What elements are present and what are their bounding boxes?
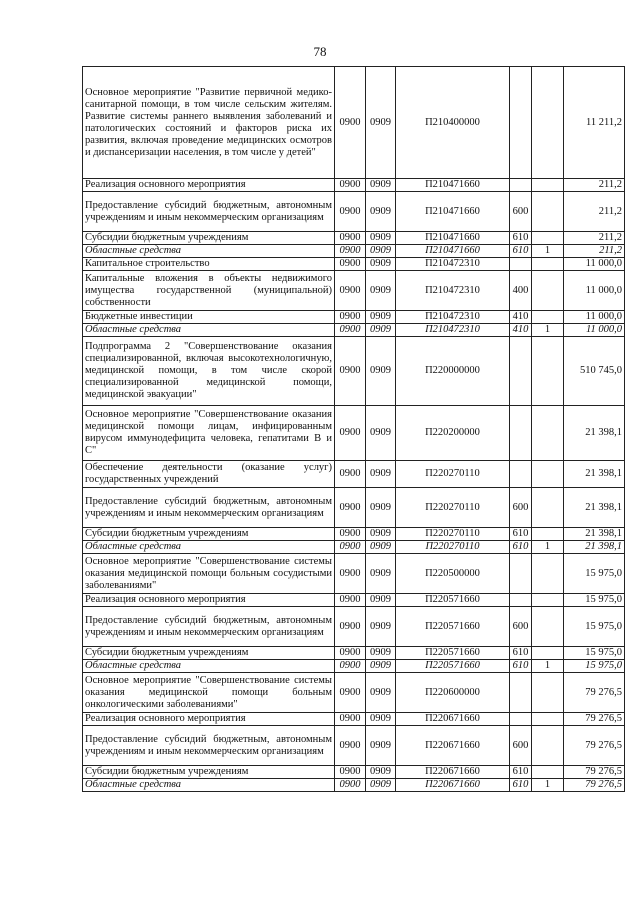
row-name-cell: Капитальное строительство xyxy=(83,258,335,271)
row-name-cell: Обеспечение деятельности (оказание услуг) государственных учреждений xyxy=(83,461,335,488)
source-code-cell xyxy=(532,713,564,726)
table-row xyxy=(83,179,625,192)
subsection-code-cell: 0909 xyxy=(366,726,396,766)
amount-cell: 79 276,5 xyxy=(564,673,625,713)
table-row xyxy=(83,337,625,406)
subsection-code-cell: 0909 xyxy=(366,232,396,245)
target-article-cell: П220571660 xyxy=(396,594,510,607)
table-body xyxy=(83,67,625,792)
amount-cell: 211,2 xyxy=(564,232,625,245)
source-code-cell xyxy=(532,337,564,406)
amount-cell: 11 211,2 xyxy=(564,67,625,179)
row-name-cell: Предоставление субсидий бюджетным, автономным учреждениям и иным некоммерческим организациям xyxy=(83,192,335,232)
expense-type-cell: 400 xyxy=(510,271,532,311)
row-name-cell: Субсидии бюджетным учреждениям xyxy=(83,647,335,660)
target-article-cell: П210472310 xyxy=(396,258,510,271)
amount-cell: 15 975,0 xyxy=(564,660,625,673)
expense-type-cell: 610 xyxy=(510,766,532,779)
section-code-cell: 0900 xyxy=(335,607,366,647)
expense-type-cell: 600 xyxy=(510,192,532,232)
amount-cell: 11 000,0 xyxy=(564,258,625,271)
section-code-cell: 0900 xyxy=(335,528,366,541)
source-code-cell xyxy=(532,258,564,271)
expense-type-cell xyxy=(510,406,532,461)
subsection-code-cell: 0909 xyxy=(366,461,396,488)
source-code-cell xyxy=(532,67,564,179)
source-code-cell xyxy=(532,528,564,541)
subsection-code-cell: 0909 xyxy=(366,311,396,324)
row-name-cell: Субсидии бюджетным учреждениям xyxy=(83,766,335,779)
target-article-cell: П220200000 xyxy=(396,406,510,461)
source-code-cell xyxy=(532,232,564,245)
amount-cell: 15 975,0 xyxy=(564,594,625,607)
source-code-cell xyxy=(532,488,564,528)
subsection-code-cell: 0909 xyxy=(366,528,396,541)
row-name-cell: Субсидии бюджетным учреждениям xyxy=(83,232,335,245)
section-code-cell: 0900 xyxy=(335,673,366,713)
source-code-cell: 1 xyxy=(532,245,564,258)
section-code-cell: 0900 xyxy=(335,647,366,660)
subsection-code-cell: 0909 xyxy=(366,488,396,528)
target-article-cell: П220671660 xyxy=(396,766,510,779)
section-code-cell: 0900 xyxy=(335,660,366,673)
table-row xyxy=(83,245,625,258)
expense-type-cell: 410 xyxy=(510,311,532,324)
row-name-cell: Предоставление субсидий бюджетным, автономным учреждениям и иным некоммерческим организациям xyxy=(83,607,335,647)
subsection-code-cell: 0909 xyxy=(366,779,396,792)
subsection-code-cell: 0909 xyxy=(366,660,396,673)
row-name-cell: Областные средства xyxy=(83,541,335,554)
expense-type-cell: 610 xyxy=(510,245,532,258)
subsection-code-cell: 0909 xyxy=(366,324,396,337)
target-article-cell: П220671660 xyxy=(396,713,510,726)
table-row xyxy=(83,554,625,594)
row-name-cell: Бюджетные инвестиции xyxy=(83,311,335,324)
amount-cell: 79 276,5 xyxy=(564,713,625,726)
source-code-cell xyxy=(532,554,564,594)
row-name-cell: Областные средства xyxy=(83,245,335,258)
table-row xyxy=(83,271,625,311)
table-row xyxy=(83,461,625,488)
amount-cell: 21 398,1 xyxy=(564,461,625,488)
section-code-cell: 0900 xyxy=(335,232,366,245)
expense-type-cell xyxy=(510,461,532,488)
expense-type-cell: 600 xyxy=(510,607,532,647)
target-article-cell: П220571660 xyxy=(396,660,510,673)
amount-cell: 15 975,0 xyxy=(564,647,625,660)
target-article-cell: П220270110 xyxy=(396,528,510,541)
section-code-cell: 0900 xyxy=(335,541,366,554)
target-article-cell: П220270110 xyxy=(396,488,510,528)
row-name-cell: Реализация основного мероприятия xyxy=(83,594,335,607)
amount-cell: 510 745,0 xyxy=(564,337,625,406)
amount-cell: 15 975,0 xyxy=(564,554,625,594)
subsection-code-cell: 0909 xyxy=(366,766,396,779)
target-article-cell: П220000000 xyxy=(396,337,510,406)
section-code-cell: 0900 xyxy=(335,192,366,232)
subsection-code-cell: 0909 xyxy=(366,179,396,192)
amount-cell: 79 276,5 xyxy=(564,726,625,766)
row-name-cell: Реализация основного мероприятия xyxy=(83,179,335,192)
amount-cell: 211,2 xyxy=(564,179,625,192)
target-article-cell: П210472310 xyxy=(396,324,510,337)
expense-type-cell xyxy=(510,594,532,607)
expense-type-cell xyxy=(510,258,532,271)
source-code-cell xyxy=(532,406,564,461)
expense-type-cell: 610 xyxy=(510,232,532,245)
target-article-cell: П220600000 xyxy=(396,673,510,713)
table-row xyxy=(83,311,625,324)
subsection-code-cell: 0909 xyxy=(366,192,396,232)
section-code-cell: 0900 xyxy=(335,324,366,337)
target-article-cell: П220270110 xyxy=(396,461,510,488)
row-name-cell: Предоставление субсидий бюджетным, автономным учреждениям и иным некоммерческим организациям xyxy=(83,488,335,528)
table-row xyxy=(83,324,625,337)
table-row xyxy=(83,528,625,541)
expense-type-cell: 600 xyxy=(510,726,532,766)
target-article-cell: П210472310 xyxy=(396,311,510,324)
target-article-cell: П220571660 xyxy=(396,607,510,647)
row-name-cell: Субсидии бюджетным учреждениям xyxy=(83,528,335,541)
section-code-cell: 0900 xyxy=(335,594,366,607)
subsection-code-cell: 0909 xyxy=(366,647,396,660)
section-code-cell: 0900 xyxy=(335,406,366,461)
table-row xyxy=(83,192,625,232)
source-code-cell xyxy=(532,673,564,713)
section-code-cell: 0900 xyxy=(335,245,366,258)
table-row xyxy=(83,660,625,673)
row-name-cell: Реализация основного мероприятия xyxy=(83,713,335,726)
target-article-cell: П210472310 xyxy=(396,271,510,311)
subsection-code-cell: 0909 xyxy=(366,258,396,271)
table-row xyxy=(83,258,625,271)
table-row xyxy=(83,647,625,660)
source-code-cell xyxy=(532,311,564,324)
section-code-cell: 0900 xyxy=(335,713,366,726)
expense-type-cell xyxy=(510,713,532,726)
amount-cell: 211,2 xyxy=(564,192,625,232)
row-name-cell: Областные средства xyxy=(83,779,335,792)
row-name-cell: Предоставление субсидий бюджетным, автономным учреждениям и иным некоммерческим организациям xyxy=(83,726,335,766)
source-code-cell: 1 xyxy=(532,660,564,673)
table-row xyxy=(83,713,625,726)
source-code-cell: 1 xyxy=(532,541,564,554)
amount-cell: 79 276,5 xyxy=(564,779,625,792)
source-code-cell xyxy=(532,766,564,779)
subsection-code-cell: 0909 xyxy=(366,673,396,713)
section-code-cell: 0900 xyxy=(335,337,366,406)
table-row xyxy=(83,594,625,607)
section-code-cell: 0900 xyxy=(335,67,366,179)
amount-cell: 21 398,1 xyxy=(564,541,625,554)
amount-cell: 211,2 xyxy=(564,245,625,258)
amount-cell: 21 398,1 xyxy=(564,528,625,541)
section-code-cell: 0900 xyxy=(335,726,366,766)
section-code-cell: 0900 xyxy=(335,461,366,488)
target-article-cell: П220500000 xyxy=(396,554,510,594)
source-code-cell xyxy=(532,726,564,766)
target-article-cell: П210471660 xyxy=(396,245,510,258)
table-row xyxy=(83,67,625,179)
row-name-cell: Основное мероприятие "Совершенствование системы оказания медицинской помощи больным сосудистыми заболеваниями" xyxy=(83,554,335,594)
table-row xyxy=(83,488,625,528)
section-code-cell: 0900 xyxy=(335,258,366,271)
table-row xyxy=(83,779,625,792)
subsection-code-cell: 0909 xyxy=(366,67,396,179)
source-code-cell xyxy=(532,192,564,232)
expense-type-cell: 610 xyxy=(510,779,532,792)
table-row xyxy=(83,766,625,779)
source-code-cell xyxy=(532,179,564,192)
source-code-cell xyxy=(532,607,564,647)
source-code-cell xyxy=(532,647,564,660)
amount-cell: 79 276,5 xyxy=(564,766,625,779)
expense-type-cell xyxy=(510,554,532,594)
subsection-code-cell: 0909 xyxy=(366,713,396,726)
section-code-cell: 0900 xyxy=(335,179,366,192)
source-code-cell xyxy=(532,594,564,607)
expense-type-cell: 610 xyxy=(510,528,532,541)
subsection-code-cell: 0909 xyxy=(366,406,396,461)
section-code-cell: 0900 xyxy=(335,311,366,324)
amount-cell: 15 975,0 xyxy=(564,607,625,647)
section-code-cell: 0900 xyxy=(335,779,366,792)
expense-type-cell xyxy=(510,337,532,406)
row-name-cell: Капитальные вложения в объекты недвижимого имущества государственной (муниципальной) собственности xyxy=(83,271,335,311)
source-code-cell: 1 xyxy=(532,324,564,337)
section-code-cell: 0900 xyxy=(335,554,366,594)
section-code-cell: 0900 xyxy=(335,488,366,528)
expense-type-cell: 610 xyxy=(510,647,532,660)
target-article-cell: П220270110 xyxy=(396,541,510,554)
page-number: 78 xyxy=(313,44,327,59)
subsection-code-cell: 0909 xyxy=(366,594,396,607)
subsection-code-cell: 0909 xyxy=(366,554,396,594)
row-name-cell: Областные средства xyxy=(83,660,335,673)
expense-type-cell: 610 xyxy=(510,660,532,673)
table-row xyxy=(83,406,625,461)
table-row xyxy=(83,673,625,713)
target-article-cell: П210471660 xyxy=(396,192,510,232)
table-row xyxy=(83,726,625,766)
expense-type-cell xyxy=(510,673,532,713)
source-code-cell xyxy=(532,271,564,311)
target-article-cell: П220671660 xyxy=(396,779,510,792)
amount-cell: 21 398,1 xyxy=(564,406,625,461)
target-article-cell: П210471660 xyxy=(396,179,510,192)
source-code-cell: 1 xyxy=(532,779,564,792)
table-row xyxy=(83,232,625,245)
target-article-cell: П220571660 xyxy=(396,647,510,660)
target-article-cell: П220671660 xyxy=(396,726,510,766)
table-row xyxy=(83,607,625,647)
expense-type-cell: 410 xyxy=(510,324,532,337)
row-name-cell: Основное мероприятие "Совершенствование системы оказания медицинской помощи больным онкологическими заболеваниями" xyxy=(83,673,335,713)
row-name-cell: Основное мероприятие "Развитие первичной медико-санитарной помощи, в том числе сельским жителям. Развитие системы раннего выявления заболеваний и патологических состояний и факторов риска их развития, включая проведение медицинских осмотров и диспансеризации населения, в том числе у детей" xyxy=(83,67,335,179)
section-code-cell: 0900 xyxy=(335,766,366,779)
row-name-cell: Подпрограмма 2 "Совершенствование оказания специализированной, включая высокотехнологичную, медицинской помощи, в том числе скорой специализированной медицинской помощи, медицинской эвакуации" xyxy=(83,337,335,406)
expense-type-cell: 610 xyxy=(510,541,532,554)
source-code-cell xyxy=(532,461,564,488)
amount-cell: 11 000,0 xyxy=(564,311,625,324)
subsection-code-cell: 0909 xyxy=(366,337,396,406)
amount-cell: 11 000,0 xyxy=(564,271,625,311)
row-name-cell: Основное мероприятие "Совершенствование оказания медицинской помощи лицам, инфицированным вирусом иммунодефицита человека, гепатитами В и С" xyxy=(83,406,335,461)
expense-type-cell xyxy=(510,67,532,179)
table-row xyxy=(83,541,625,554)
subsection-code-cell: 0909 xyxy=(366,271,396,311)
amount-cell: 21 398,1 xyxy=(564,488,625,528)
subsection-code-cell: 0909 xyxy=(366,607,396,647)
row-name-cell: Областные средства xyxy=(83,324,335,337)
expense-type-cell xyxy=(510,179,532,192)
budget-table xyxy=(82,66,625,792)
section-code-cell: 0900 xyxy=(335,271,366,311)
target-article-cell: П210400000 xyxy=(396,67,510,179)
target-article-cell: П210471660 xyxy=(396,232,510,245)
subsection-code-cell: 0909 xyxy=(366,245,396,258)
expense-type-cell: 600 xyxy=(510,488,532,528)
subsection-code-cell: 0909 xyxy=(366,541,396,554)
amount-cell: 11 000,0 xyxy=(564,324,625,337)
